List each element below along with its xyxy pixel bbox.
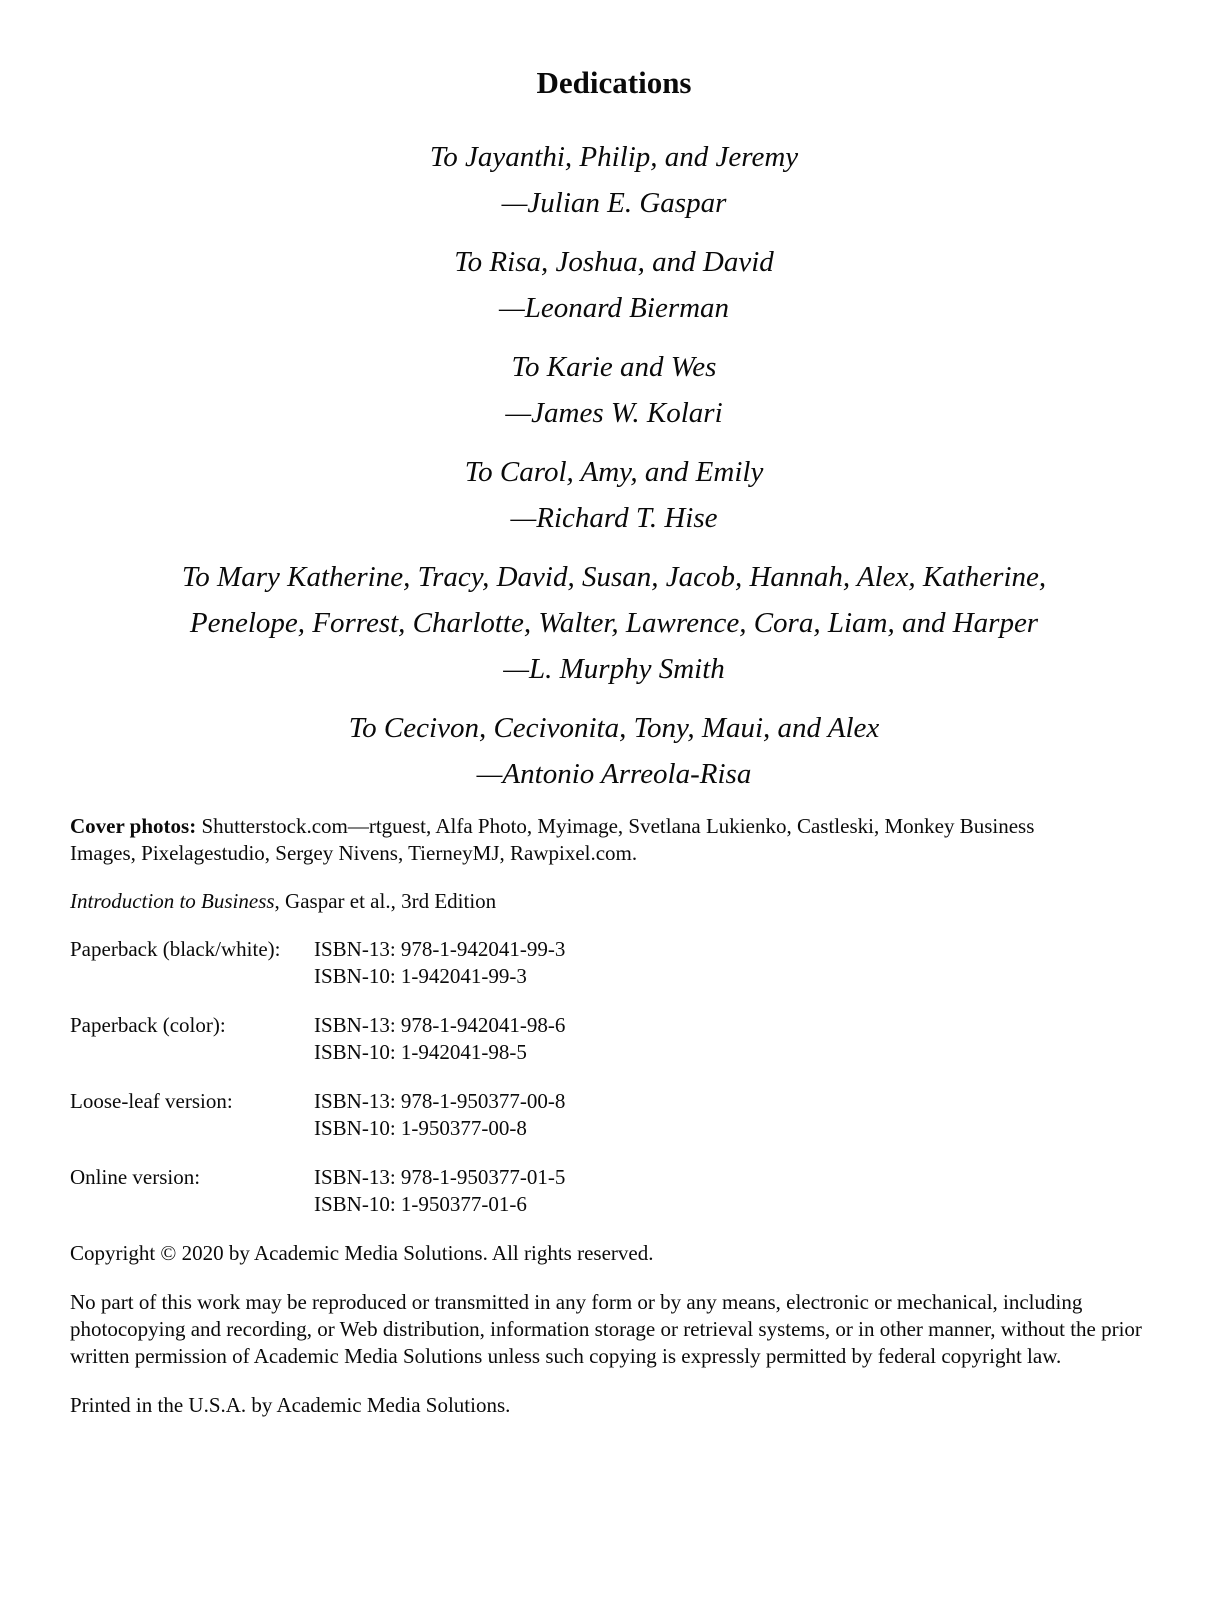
isbn-values <box>314 1164 1158 1218</box>
edition-line <box>70 888 1158 915</box>
dedication-author: —Julian E. Gaspar <box>501 187 727 219</box>
isbn-10: ISBN-10: 1-942041-98-5 <box>314 1040 527 1064</box>
isbn-list <box>70 936 1158 1218</box>
dedication-line: To Risa, Joshua, and David <box>454 246 774 278</box>
isbn-10: ISBN-10: 1-950377-00-8 <box>314 1116 527 1140</box>
isbn-format-label: Loose-leaf version: <box>70 1089 233 1113</box>
copyright-line: Copyright © 2020 by Academic Media Solutions. All rights reserved. <box>70 1241 654 1265</box>
isbn-row <box>70 1088 1158 1142</box>
page-title: Dedications <box>536 65 692 100</box>
dedication-line: To Jayanthi, Philip, and Jeremy <box>429 141 799 173</box>
dedication-block <box>70 239 1158 331</box>
isbn-format-label: Paperback (color): <box>70 1013 226 1037</box>
dedication-line: To Mary Katherine, Tracy, David, Susan, Jacob, Hannah, Alex, Katherine, <box>181 561 1047 593</box>
dedication-line: To Karie and Wes <box>511 351 717 383</box>
dedication-author: —Leonard Bierman <box>498 292 730 324</box>
isbn-13: ISBN-13: 978-1-942041-98-6 <box>314 1013 566 1037</box>
cover-photos-paragraph <box>70 813 1080 867</box>
isbn-values <box>314 1012 1158 1066</box>
dedication-author: —Richard T. Hise <box>510 502 718 534</box>
isbn-row <box>70 1164 1158 1218</box>
isbn-13: ISBN-13: 978-1-950377-00-8 <box>314 1089 566 1113</box>
isbn-13: ISBN-13: 978-1-950377-01-5 <box>314 1165 566 1189</box>
printed-line: Printed in the U.S.A. by Academic Media Solutions. <box>70 1393 511 1417</box>
isbn-row <box>70 936 1158 990</box>
dedication-block <box>70 134 1158 226</box>
book-title: Introduction to Business <box>70 889 275 913</box>
isbn-row <box>70 1012 1158 1066</box>
isbn-10: ISBN-10: 1-942041-99-3 <box>314 964 527 988</box>
isbn-format-label: Online version: <box>70 1165 201 1189</box>
cover-photos-label: Cover photos: <box>70 814 197 838</box>
isbn-13: ISBN-13: 978-1-942041-99-3 <box>314 937 566 961</box>
isbn-10: ISBN-10: 1-950377-01-6 <box>314 1192 527 1216</box>
cover-photos-text: Shutterstock.com—rtguest, Alfa Photo, Myimage, Svetlana Lukienko, Castleski, Monkey Business Images, Pixelagestudio, Sergey Nivens, TierneyMJ, Rawpixel.com. <box>70 814 1035 865</box>
dedication-line: To Cecivon, Cecivonita, Tony, Maui, and Alex <box>348 712 880 744</box>
dedication-block <box>70 554 1158 692</box>
dedication-author: —Antonio Arreola-Risa <box>476 758 752 790</box>
dedication-author: —James W. Kolari <box>505 397 723 429</box>
dedication-author: —L. Murphy Smith <box>503 653 725 685</box>
dedication-block <box>70 449 1158 541</box>
dedication-block <box>70 705 1158 797</box>
dedication-line: Penelope, Forrest, Charlotte, Walter, Lawrence, Cora, Liam, and Harper <box>189 607 1039 639</box>
legal-paragraph: No part of this work may be reproduced or transmitted in any form or by any means, electronic or mechanical, including photocopying and recording, or Web distribution, information storage or retrieval systems, or in other manner, without the prior written permission of Academic Media Solutions unless such copying is expressly permitted by federal copyright law. <box>70 1290 1142 1368</box>
isbn-format-label: Paperback (black/white): <box>70 937 281 961</box>
dedication-line: To Carol, Amy, and Emily <box>464 456 764 488</box>
dedication-block <box>70 344 1158 436</box>
isbn-values <box>314 1088 1158 1142</box>
dedications-section <box>70 134 1158 797</box>
edition-rest: , Gaspar et al., 3rd Edition <box>274 889 497 913</box>
isbn-values <box>314 936 1158 990</box>
